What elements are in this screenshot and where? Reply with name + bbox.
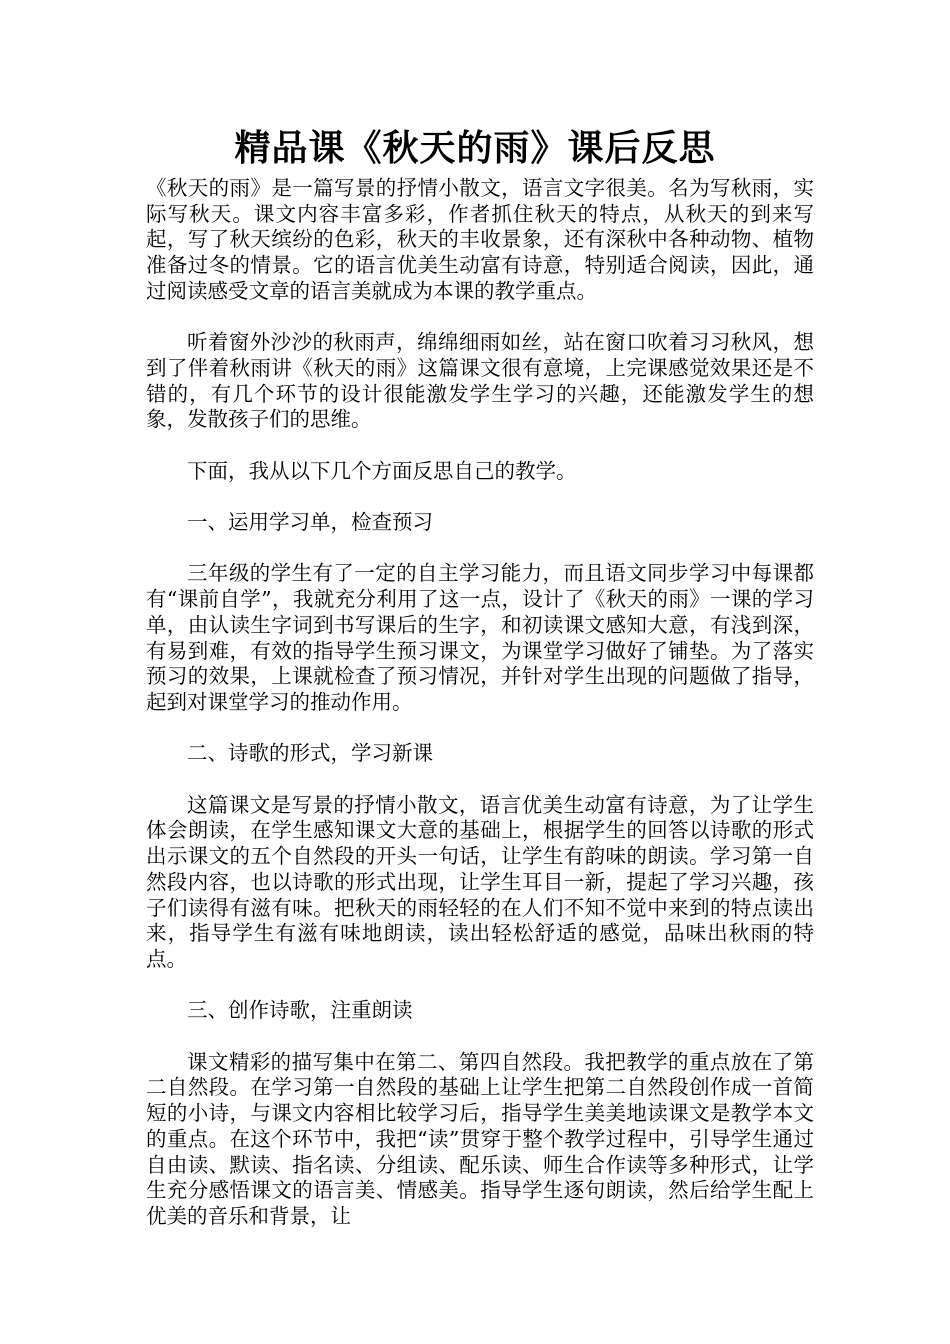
paragraph-overview: 下面，我从以下几个方面反思自己的教学。 [187, 458, 577, 483]
paragraph-autumn-rain: 听着窗外沙沙的秋雨声，绵绵细雨如丝，站在窗口吹着习习秋风，想到了伴着秋雨讲《秋天的雨》这篇课文很有意境，上完课感觉效果还是不错的，有几个环节的设计很能激发学生学习的兴趣，还能激发学生的想象，发散孩子们的思维。 [146, 330, 814, 432]
paragraph-section-3: 课文精彩的描写集中在第二、第四自然段。我把教学的重点放在了第二自然段。在学习第一自然段的基础上让学生把第二自然段创作成一首简短的小诗，与课文内容相比较学习后，指导学生美美地读课文是教学本文的重点。在这个环节中，我把“读”贯穿于整个教学过程中，引导学生通过自由读、默读、指名读、分组读、配乐读、师生合作读等多种形式，让学生充分感悟课文的语言美、情感美。指导学生逐句朗读，然后给学生配上优美的音乐和背景，让 [146, 1049, 814, 1228]
paragraph-section-1: 三年级的学生有了一定的自主学习能力，而且语文同步学习中每课都有“课前自学”，我就充分利用了这一点，设计了《秋天的雨》一课的学习单，由认读生字词到书写课后的生字，和初读课文感知大意，有浅到深，有易到难，有效的指导学生预习课文，为课堂学习做好了铺垫。为了落实预习的效果，上课就检查了预习情况，并针对学生出现的问题做了指导，起到对课堂学习的推动作用。 [146, 561, 814, 714]
section-heading-1: 一、运用学习单，检查预习 [187, 510, 433, 535]
paragraph-intro: 《秋天的雨》是一篇写景的抒情小散文，语言文字很美。名为写秋雨，实际写秋天。课文内容丰富多彩，作者抓住秋天的特点，从秋天的到来写起，写了秋天缤纷的色彩，秋天的丰收景象，还有深秋中各种动物、植物准备过冬的情景。它的语言优美生动富有诗意，特别适合阅读，因此，通过阅读感受文章的语言美就成为本课的教学重点。 [146, 176, 814, 303]
section-heading-2: 二、诗歌的形式，学习新课 [187, 741, 433, 766]
document-body [146, 176, 814, 1230]
section-heading-3: 三、创作诗歌，注重朗读 [187, 998, 413, 1023]
paragraph-section-2: 这篇课文是写景的抒情小散文，语言优美生动富有诗意，为了让学生体会朗读，在学生感知课文大意的基础上，根据学生的回答以诗歌的形式出示课文的五个自然段的开头一句话，让学生有韵味的朗读。学习第一自然段内容，也以诗歌的形式出现，让学生耳目一新，提起了学习兴趣，孩子们读得有滋有味。把秋天的雨轻轻的在人们不知不觉中来到的特点读出来，指导学生有滋有味地朗读，读出轻松舒适的感觉，品味出秋雨的特点。 [146, 792, 814, 971]
document-title: 精品课《秋天的雨》课后反思 [234, 128, 716, 169]
